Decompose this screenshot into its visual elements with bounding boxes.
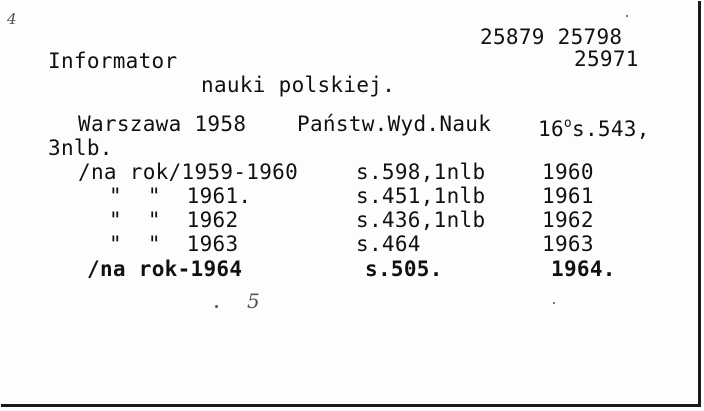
volume-label: " " 1962 — [109, 208, 239, 232]
volume-pages: s.436,1nlb — [356, 208, 486, 232]
pencil-dot — [553, 302, 555, 304]
volume-year: 1962 — [542, 208, 594, 232]
corner-mark: 4 — [7, 10, 17, 28]
imprint-format: 16$^o$s.543, — [538, 116, 650, 141]
volume-label: " " 1961. — [109, 184, 252, 208]
title-line2: nauki polskiej. — [201, 73, 396, 97]
title-line1: Informator — [48, 49, 178, 73]
volume-label: /na rok/1959-1960 — [78, 160, 299, 184]
pencil-dot — [215, 305, 218, 308]
volume-pages: s.451,1nlb — [356, 184, 486, 208]
imprint-publisher: Państw.Wyd.Nauk — [297, 112, 492, 136]
volume-year: 1963 — [542, 232, 594, 256]
shelf-numbers-line2: 25971 — [574, 47, 639, 71]
pencil-dot — [626, 15, 628, 17]
volume-pages: s.464 — [356, 232, 421, 256]
shelf-numbers-line1: 25879 25798 — [480, 25, 623, 49]
volume-pages: s.505. — [365, 257, 443, 281]
volume-pages: s.598,1nlb — [356, 160, 486, 184]
volume-year: 1961 — [542, 184, 594, 208]
volume-year: 1960 — [542, 160, 594, 184]
handwritten-note: 5 — [247, 289, 261, 313]
volume-label: /na rok-1964 — [87, 257, 243, 281]
imprint-pages-cont: 3nlb. — [48, 136, 113, 160]
volume-label: " " 1963 — [109, 232, 239, 256]
volume-year: 1964. — [551, 257, 616, 281]
imprint-place-year: Warszawa 1958 — [78, 112, 247, 136]
catalog-card — [1, 1, 701, 407]
